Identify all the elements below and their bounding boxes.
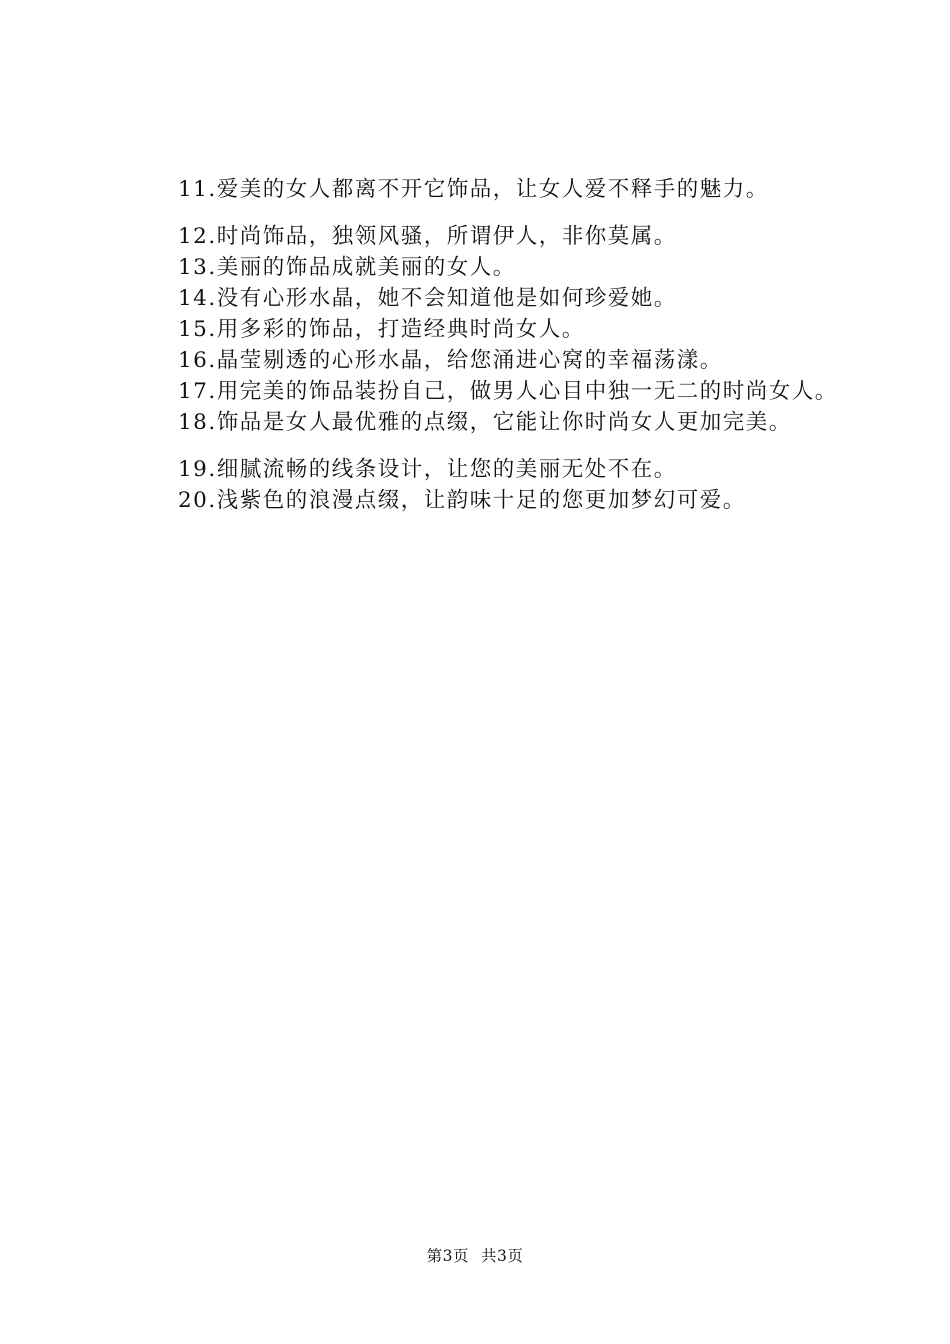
list-item: 16.晶莹剔透的心形水晶，给您涌进心窝的幸福荡漾。 [178, 348, 723, 373]
page-number-total: 共3页 [481, 1247, 524, 1265]
list-item: 12.时尚饰品，独领风骚，所谓伊人，非你莫属。 [178, 224, 677, 249]
list-item: 14.没有心形水晶，她不会知道他是如何珍爱她。 [178, 286, 677, 311]
list-item: 20.浅紫色的浪漫点缀，让韵味十足的您更加梦幻可爱。 [178, 488, 746, 513]
page-number-current: 第3页 [426, 1247, 469, 1265]
list-item: 18.饰品是女人最优雅的点缀，它能让你时尚女人更加完美。 [178, 410, 792, 435]
list-item: 15.用多彩的饰品，打造经典时尚女人。 [178, 317, 585, 342]
list-item: 19.细腻流畅的线条设计，让您的美丽无处不在。 [178, 457, 677, 482]
list-item: 11.爱美的女人都离不开它饰品，让女人爱不释手的魅力。 [178, 177, 769, 202]
page-footer [0, 1244, 950, 1266]
list-item: 17.用完美的饰品装扮自己，做男人心目中独一无二的时尚女人。 [178, 379, 838, 404]
list-item: 13.美丽的饰品成就美丽的女人。 [178, 255, 516, 280]
document-body [128, 174, 848, 516]
